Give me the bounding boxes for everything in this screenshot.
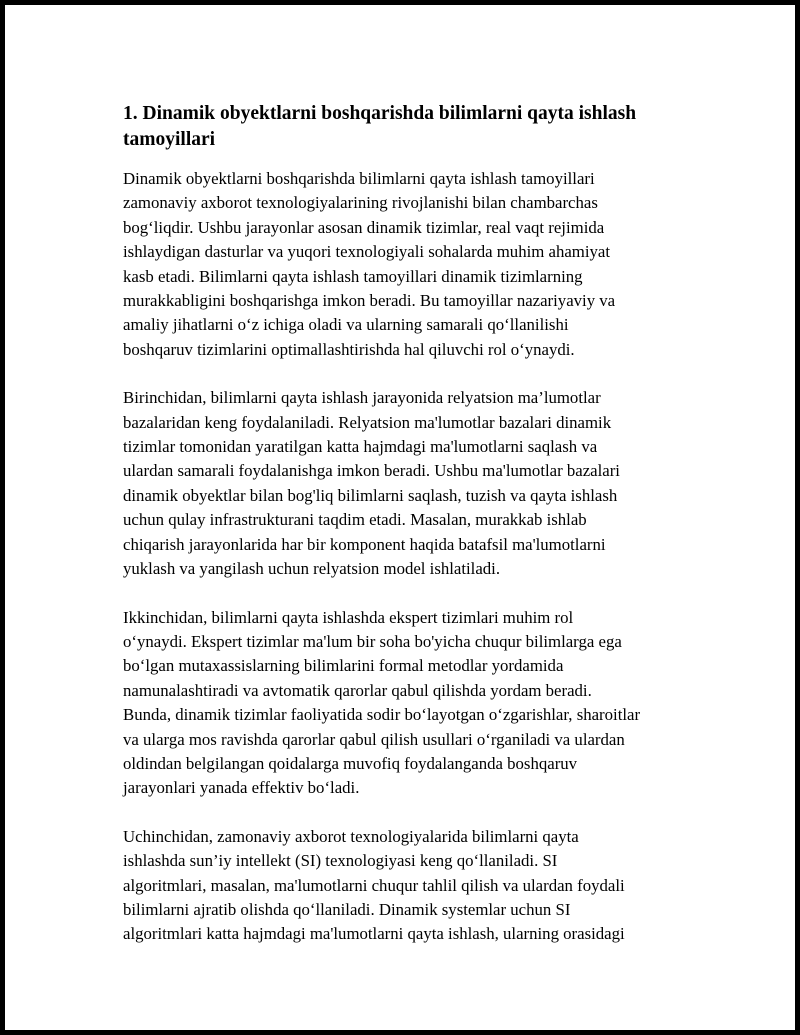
document-body (123, 101, 698, 971)
paragraph-4: Uchinchidan, zamonaviy axborot texnologiyalarida bilimlarni qayta ishlashda sun’iy intellekt (SI) texnologiyasi keng qo‘llaniladi. SI algoritmlari, masalan, ma'lumotlarni chuqur tahlil qilish va ulardan foydali bilimlarni ajratib olishda qo‘llaniladi. Dinamik systemlar uchun SI algoritmlari katta hajmdagi ma'lumotlarni qayta ishlash, ularning orasidagi (123, 826, 625, 944)
paragraph-1: Dinamik obyektlarni boshqarishda bilimlarni qayta ishlash tamoyillari zamonaviy axborot texnologiyalarining rivojlanishi bilan chambarchas bog‘liqdir. Ushbu jarayonlar asosan dinamik tizimlar, real vaqt rejimida ishlaydigan dasturlar va yuqori texnologiyali sohalarda muhim ahamiyat kasb etadi. Bilimlarni qayta ishlash tamoyillari dinamik tizimlarning murakkabligini boshqarishga imkon beradi. Bu tamoyillar nazariyaviy va amaliy jihatlarni o‘z ichiga oladi va ularning samarali qo‘llanilishi boshqaruv tizimlarini optimallashtirishda hal qiluvchi rol o‘ynaydi. (123, 169, 616, 359)
paragraph-2: Birinchidan, bilimlarni qayta ishlash jarayonida relyatsion ma’lumotlar bazalaridan keng foydalaniladi. Relyatsion ma'lumotlar bazalari dinamik tizimlar tomonidan yaratilgan katta hajmdagi ma'lumotlarni saqlash va ulardan samarali foydalanishga imkon beradi. Ushbu ma'lumotlar bazalari dinamik obyektlar bilan bog'liq bilimlarni saqlash, tuzish va qayta ishlash uchun qulay infrastrukturani taqdim etadi. Masalan, murakkab ishlab chiqarish jarayonlarida har bir komponent haqida batafsil ma'lumotlarni yuklash va yangilash uchun relyatsion model ishlatiladi. (123, 388, 620, 579)
paragraph-3: Ikkinchidan, bilimlarni qayta ishlashda ekspert tizimlari muhim rol o‘ynaydi. Ekspert tizimlar ma'lum bir soha bo'yicha chuqur bilimlarga ega bo‘lgan mutaxassislarning bilimlarini formal metodlar yordamida namunalashtiradi va avtomatik qarorlar qabul qilishda yordam beradi. Bunda, dinamik tizimlar faoliyatida sodir bo‘layotgan o‘zgarishlar, sharoitlar va ularga mos ravishda qarorlar qabul qilish usullari o‘rganiladi va ulardan oldindan belgilangan qoidalarga muvofiq foydalanganda boshqaruv jarayonlari yanada effektiv bo‘ladi. (123, 607, 641, 798)
section-heading: 1. Dinamik obyektlarni boshqarishda bilimlarni qayta ishlash tamoyillari (123, 103, 637, 150)
